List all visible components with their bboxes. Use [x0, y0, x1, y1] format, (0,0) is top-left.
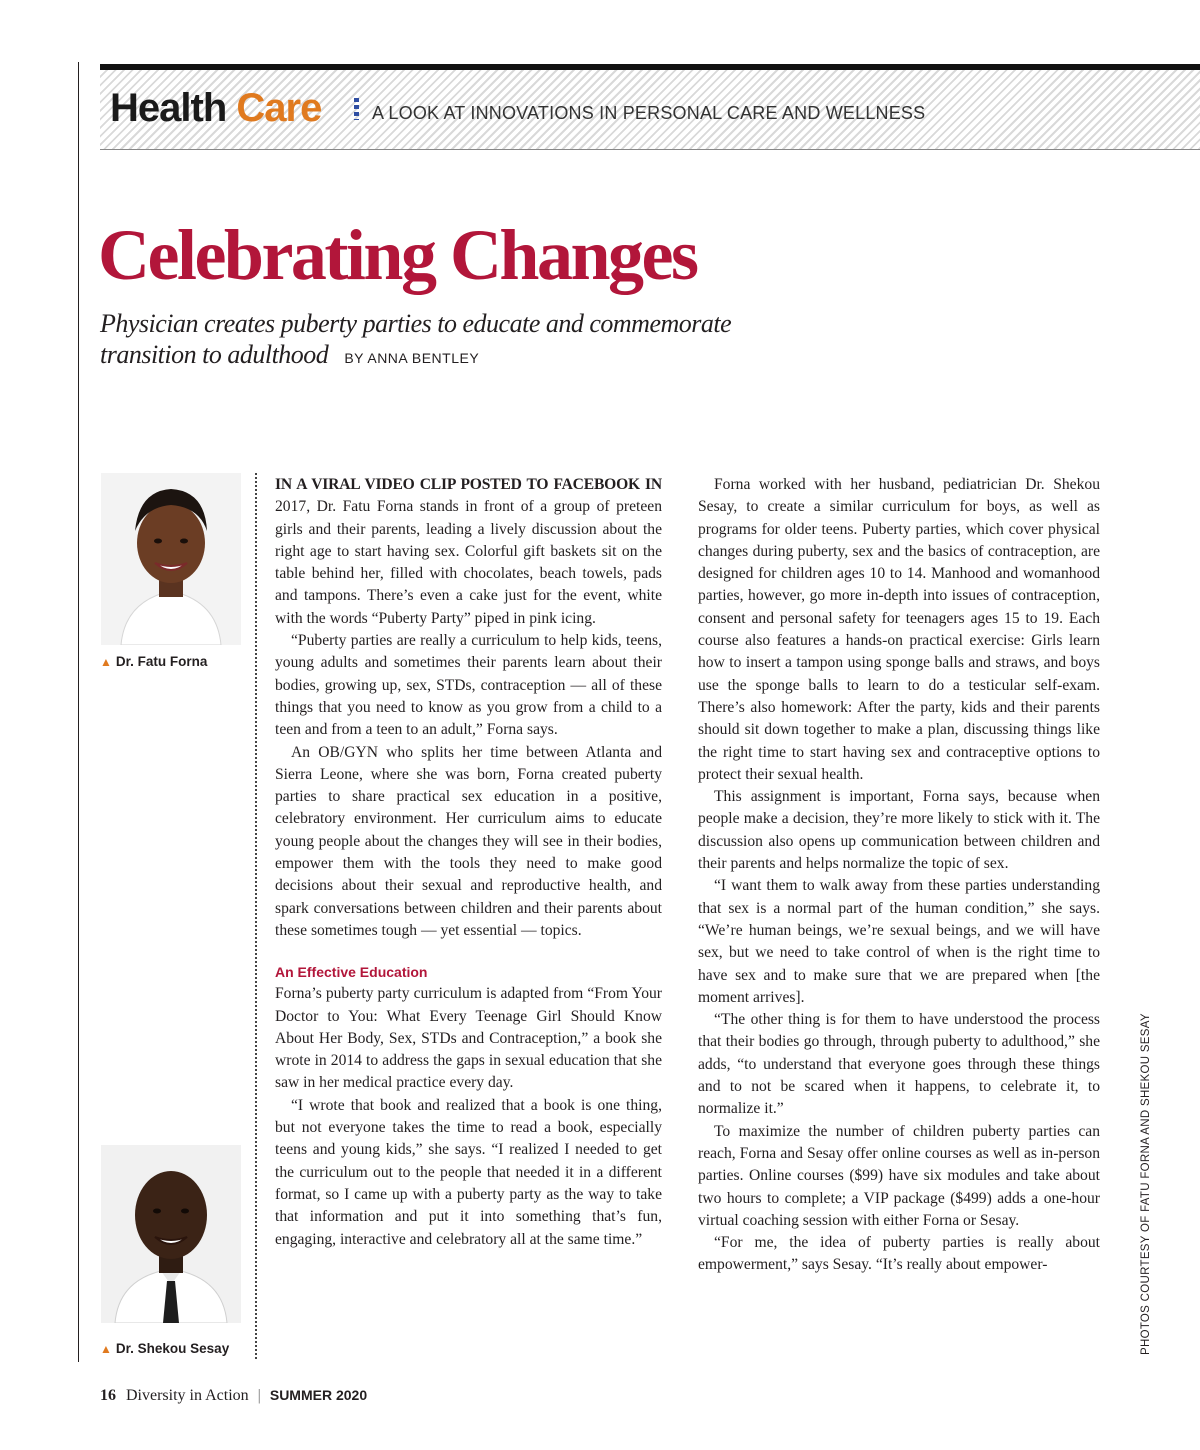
- caption-dr-shekou-sesay: [100, 1341, 229, 1356]
- section-header-band: [100, 64, 1200, 150]
- article-headline: Celebrating Changes: [98, 215, 697, 295]
- portrait-man-icon: [101, 1145, 241, 1323]
- triangle-icon: ▲: [100, 655, 112, 669]
- photo-dr-shekou-sesay: [101, 1145, 241, 1323]
- paragraph: “For me, the idea of puberty parties is really about empowerment,” says Sesay. “It’s really about empower-: [698, 1234, 1100, 1274]
- paragraph: Forna’s puberty party curriculum is adapted from “From Your Doctor to You: What Every Teenage Girl Should Know About Her Body, Sex, STDs and Contraception,” a book she wrote in 2014 to address the gaps in sexual education that she saw in her medical practice every day.: [275, 985, 662, 1092]
- paragraph: “I wrote that book and realized that a book is one thing, but not everyone takes the time to read a book, especially teens and young kids,” she says. “I realized I needed to get the curriculum out to the people that needed it in a different format, so I came up with a puberty party as the way to take that information and put it into something that’s fun, engaging, interactive and celebratory all at the same time.”: [275, 1096, 662, 1248]
- section-title-word-care: Care: [236, 86, 322, 130]
- subhead-effective-education: An Effective Education: [275, 964, 428, 981]
- dotted-column-separator: [255, 473, 257, 1359]
- dotted-divider-icon: [354, 98, 359, 120]
- paragraph-text: 2017, Dr. Fatu Forna stands in front of a group of preteen girls and their parents, leading a lively discussion about the right age to start having sex. Colorful gift baskets sit on the table behind her, filled with chocolates, beach towels, pads and tampons. There’s even a cake just for the event, white with the words “Puberty Party” piped in pink icing.: [275, 498, 662, 627]
- paragraph: Forna worked with her husband, pediatrician Dr. Shekou Sesay, to create a similar curriculum for boys, as well as programs for older teens. Puberty parties, which cover physical changes during puberty, sex and the basics of contraception, are designed for children ages 10 to 14. Manhood and womanhood parties, however, go more in-depth into issues of contraception, consent and personal safety for teenagers ages 15 to 19. Each course also features a hands-on practical exercise: Girls learn how to insert a tampon using sponge balls and straws, and boys use the sponge balls to learn to do a testicular self-exam. There’s also homework: After the party, kids and their parents should sit down together to make a plan, discussing things like the right time to start having sex and contraceptive options to protect their sexual health.: [698, 476, 1100, 783]
- paragraph: “I want them to walk away from these parties understanding that sex is a normal part of the human condition,” she says. “We’re human beings, we’re sexual beings, and we will have sex, but we need to take control of when is the right time to have sex and to make sure that we are prepared when [the moment arrives].: [698, 877, 1100, 1006]
- body-column-2: [698, 474, 1100, 1277]
- article-dek: [100, 308, 800, 374]
- caption-text: Dr. Fatu Forna: [115, 654, 208, 669]
- issue-label: SUMMER 2020: [269, 1387, 368, 1403]
- portrait-woman-icon: [101, 473, 241, 645]
- publication-name: Diversity in Action: [126, 1387, 249, 1404]
- paragraph: This assignment is important, Forna says, because when people make a decision, they’re more likely to stick with it. The discussion also opens up communication between children and their parents and helps normalize the topic of sex.: [698, 788, 1100, 873]
- page-number: 16: [100, 1387, 116, 1404]
- footer-separator: |: [257, 1387, 261, 1404]
- photo-credit: PHOTOS COURTESY OF FATU FORNA AND SHEKOU SESAY: [1140, 1013, 1152, 1355]
- caption-dr-fatu-forna: [100, 654, 207, 669]
- section-title: [110, 84, 321, 132]
- page-footer: [100, 1387, 367, 1405]
- photo-dr-fatu-forna: [101, 473, 241, 645]
- paragraph: To maximize the number of children puberty parties can reach, Forna and Sesay offer online courses as well as in-person parties. Online courses ($99) have six modules and take about two hours to complete; a VIP package ($499) adds a one-hour virtual coaching session with either Forna or Sesay.: [698, 1122, 1100, 1229]
- section-title-word-health: Health: [110, 86, 227, 130]
- lead-in: IN A VIRAL VIDEO CLIP POSTED TO FACEBOOK IN: [275, 476, 662, 493]
- section-tagline: A LOOK AT INNOVATIONS IN PERSONAL CARE AND WELLNESS: [372, 103, 926, 123]
- paragraph: “Puberty parties are really a curriculum to help kids, teens, young adults and sometimes their parents learn about their bodies, growing up, sex, STDs, contraception — all of these things that you need to know as you grow from a child to a teen and from a teen to an adult,” Forna says.: [275, 632, 662, 739]
- body-column-1: [275, 474, 662, 1251]
- byline: BY ANNA BENTLEY: [344, 350, 480, 366]
- paragraph: [275, 474, 662, 630]
- triangle-icon: ▲: [100, 1342, 112, 1356]
- paragraph: An OB/GYN who splits her time between Atlanta and Sierra Leone, where she was born, Forna created puberty parties to share practical sex education in a positive, celebratory environment. Her curriculum aims to educate young people about the changes they will see in their bodies, empower them with the tools they need to make good decisions about their sexual and reproductive health, and spark conversations between children and their parents about these sometimes tough — yet essential — topics.: [275, 743, 662, 939]
- caption-text: Dr. Shekou Sesay: [115, 1341, 230, 1356]
- left-margin-rule: [78, 62, 79, 1362]
- dek-text: Physician creates puberty parties to educate and commemorate transition to adulthood: [100, 309, 732, 369]
- paragraph: “The other thing is for them to have understood the process that their bodies go through, through puberty to adulthood,” she adds, “to understand that everyone goes through these things and to not be scared when it happens, to celebrate it, to normalize it.”: [698, 1011, 1100, 1118]
